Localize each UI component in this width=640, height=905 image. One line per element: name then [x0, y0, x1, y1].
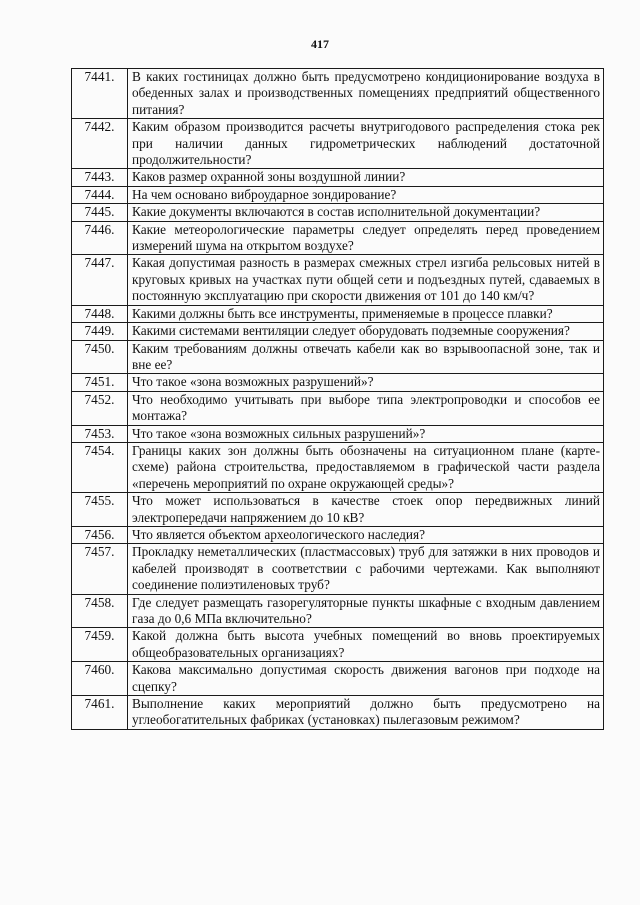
question-row	[72, 628, 604, 662]
question-number: 7456.	[72, 526, 128, 543]
question-text: Какими системами вентиляции следует оборудовать подземные сооружения?	[128, 323, 604, 340]
question-number: 7446.	[72, 221, 128, 255]
question-row	[72, 374, 604, 391]
question-row	[72, 221, 604, 255]
question-row	[72, 544, 604, 594]
question-text: Выполнение каких мероприятий должно быть предусмотрено на углеобогатительных фабриках (установках) пылегазовым режимом?	[128, 696, 604, 730]
question-row	[72, 391, 604, 425]
question-text: Прокладку неметаллических (пластмассовых) труб для затяжки в них проводов и кабелей производят в соответствии с рабочими чертежами. Как выполняют соединение полиэтиленовых труб?	[128, 544, 604, 594]
question-number: 7460.	[72, 662, 128, 696]
question-number: 7450.	[72, 340, 128, 374]
question-text: На чем основано виброударное зондирование?	[128, 186, 604, 203]
question-row	[72, 323, 604, 340]
question-number: 7441.	[72, 69, 128, 119]
question-text: Где следует размещать газорегуляторные пункты шкафные с входным давлением газа до 0,6 МПа включительно?	[128, 594, 604, 628]
question-text: Какими должны быть все инструменты, применяемые в процессе плавки?	[128, 305, 604, 322]
page-number: 417	[311, 37, 329, 51]
question-number: 7452.	[72, 391, 128, 425]
question-number: 7443.	[72, 169, 128, 186]
question-text: Что необходимо учитывать при выборе типа электропроводки и способов ее монтажа?	[128, 391, 604, 425]
question-number: 7459.	[72, 628, 128, 662]
question-number: 7458.	[72, 594, 128, 628]
question-row	[72, 305, 604, 322]
questions-table	[71, 68, 604, 730]
question-row	[72, 493, 604, 527]
question-row	[72, 69, 604, 119]
question-row	[72, 662, 604, 696]
question-text: Каков размер охранной зоны воздушной линии?	[128, 169, 604, 186]
question-row	[72, 442, 604, 492]
question-row	[72, 696, 604, 730]
question-text: Каким образом производится расчеты внутригодового распределения стока рек при наличии данных гидрометрических наблюдений достаточной продолжительности?	[128, 119, 604, 169]
question-number: 7442.	[72, 119, 128, 169]
question-number: 7447.	[72, 255, 128, 305]
question-row	[72, 526, 604, 543]
question-text: Что такое «зона возможных разрушений»?	[128, 374, 604, 391]
question-text: Что такое «зона возможных сильных разрушений»?	[128, 425, 604, 442]
question-text: Что может использоваться в качестве стоек опор передвижных линий электропередачи напряжением до 10 кВ?	[128, 493, 604, 527]
question-row	[72, 204, 604, 221]
question-text: Каким требованиям должны отвечать кабели как во взрывоопасной зоне, так и вне ее?	[128, 340, 604, 374]
question-number: 7453.	[72, 425, 128, 442]
question-row	[72, 169, 604, 186]
question-text: Какие документы включаются в состав исполнительной документации?	[128, 204, 604, 221]
question-row	[72, 594, 604, 628]
question-number: 7451.	[72, 374, 128, 391]
question-row	[72, 340, 604, 374]
question-number: 7448.	[72, 305, 128, 322]
question-text: Какая допустимая разность в размерах смежных стрел изгиба рельсовых нитей в круговых кривых на участках пути общей сети и подъездных путей, сдаваемых в постоянную эксплуатацию при скорости движения от 101 до 140 км/ч?	[128, 255, 604, 305]
question-text: Какой должна быть высота учебных помещений во вновь проектируемых общеобразовательных организациях?	[128, 628, 604, 662]
question-text: Какова максимально допустимая скорость движения вагонов при подходе на сцепку?	[128, 662, 604, 696]
question-number: 7454.	[72, 442, 128, 492]
question-row	[72, 119, 604, 169]
question-number: 7445.	[72, 204, 128, 221]
question-number: 7449.	[72, 323, 128, 340]
question-number: 7444.	[72, 186, 128, 203]
question-number: 7455.	[72, 493, 128, 527]
question-text: Что является объектом археологического наследия?	[128, 526, 604, 543]
question-number: 7457.	[72, 544, 128, 594]
question-text: Какие метеорологические параметры следует определять перед проведением измерений шума на открытом воздухе?	[128, 221, 604, 255]
question-row	[72, 425, 604, 442]
question-row	[72, 255, 604, 305]
question-text: Границы каких зон должны быть обозначены на ситуационном плане (карте-схеме) района строительства, предоставляемом в графической части раздела «перечень мероприятий по охране окружающей среды»?	[128, 442, 604, 492]
question-number: 7461.	[72, 696, 128, 730]
questions-table-body	[72, 69, 604, 730]
question-row	[72, 186, 604, 203]
question-text: В каких гостиницах должно быть предусмотрено кондиционирование воздуха в обеденных залах и производственных помещениях предприятий общественного питания?	[128, 69, 604, 119]
